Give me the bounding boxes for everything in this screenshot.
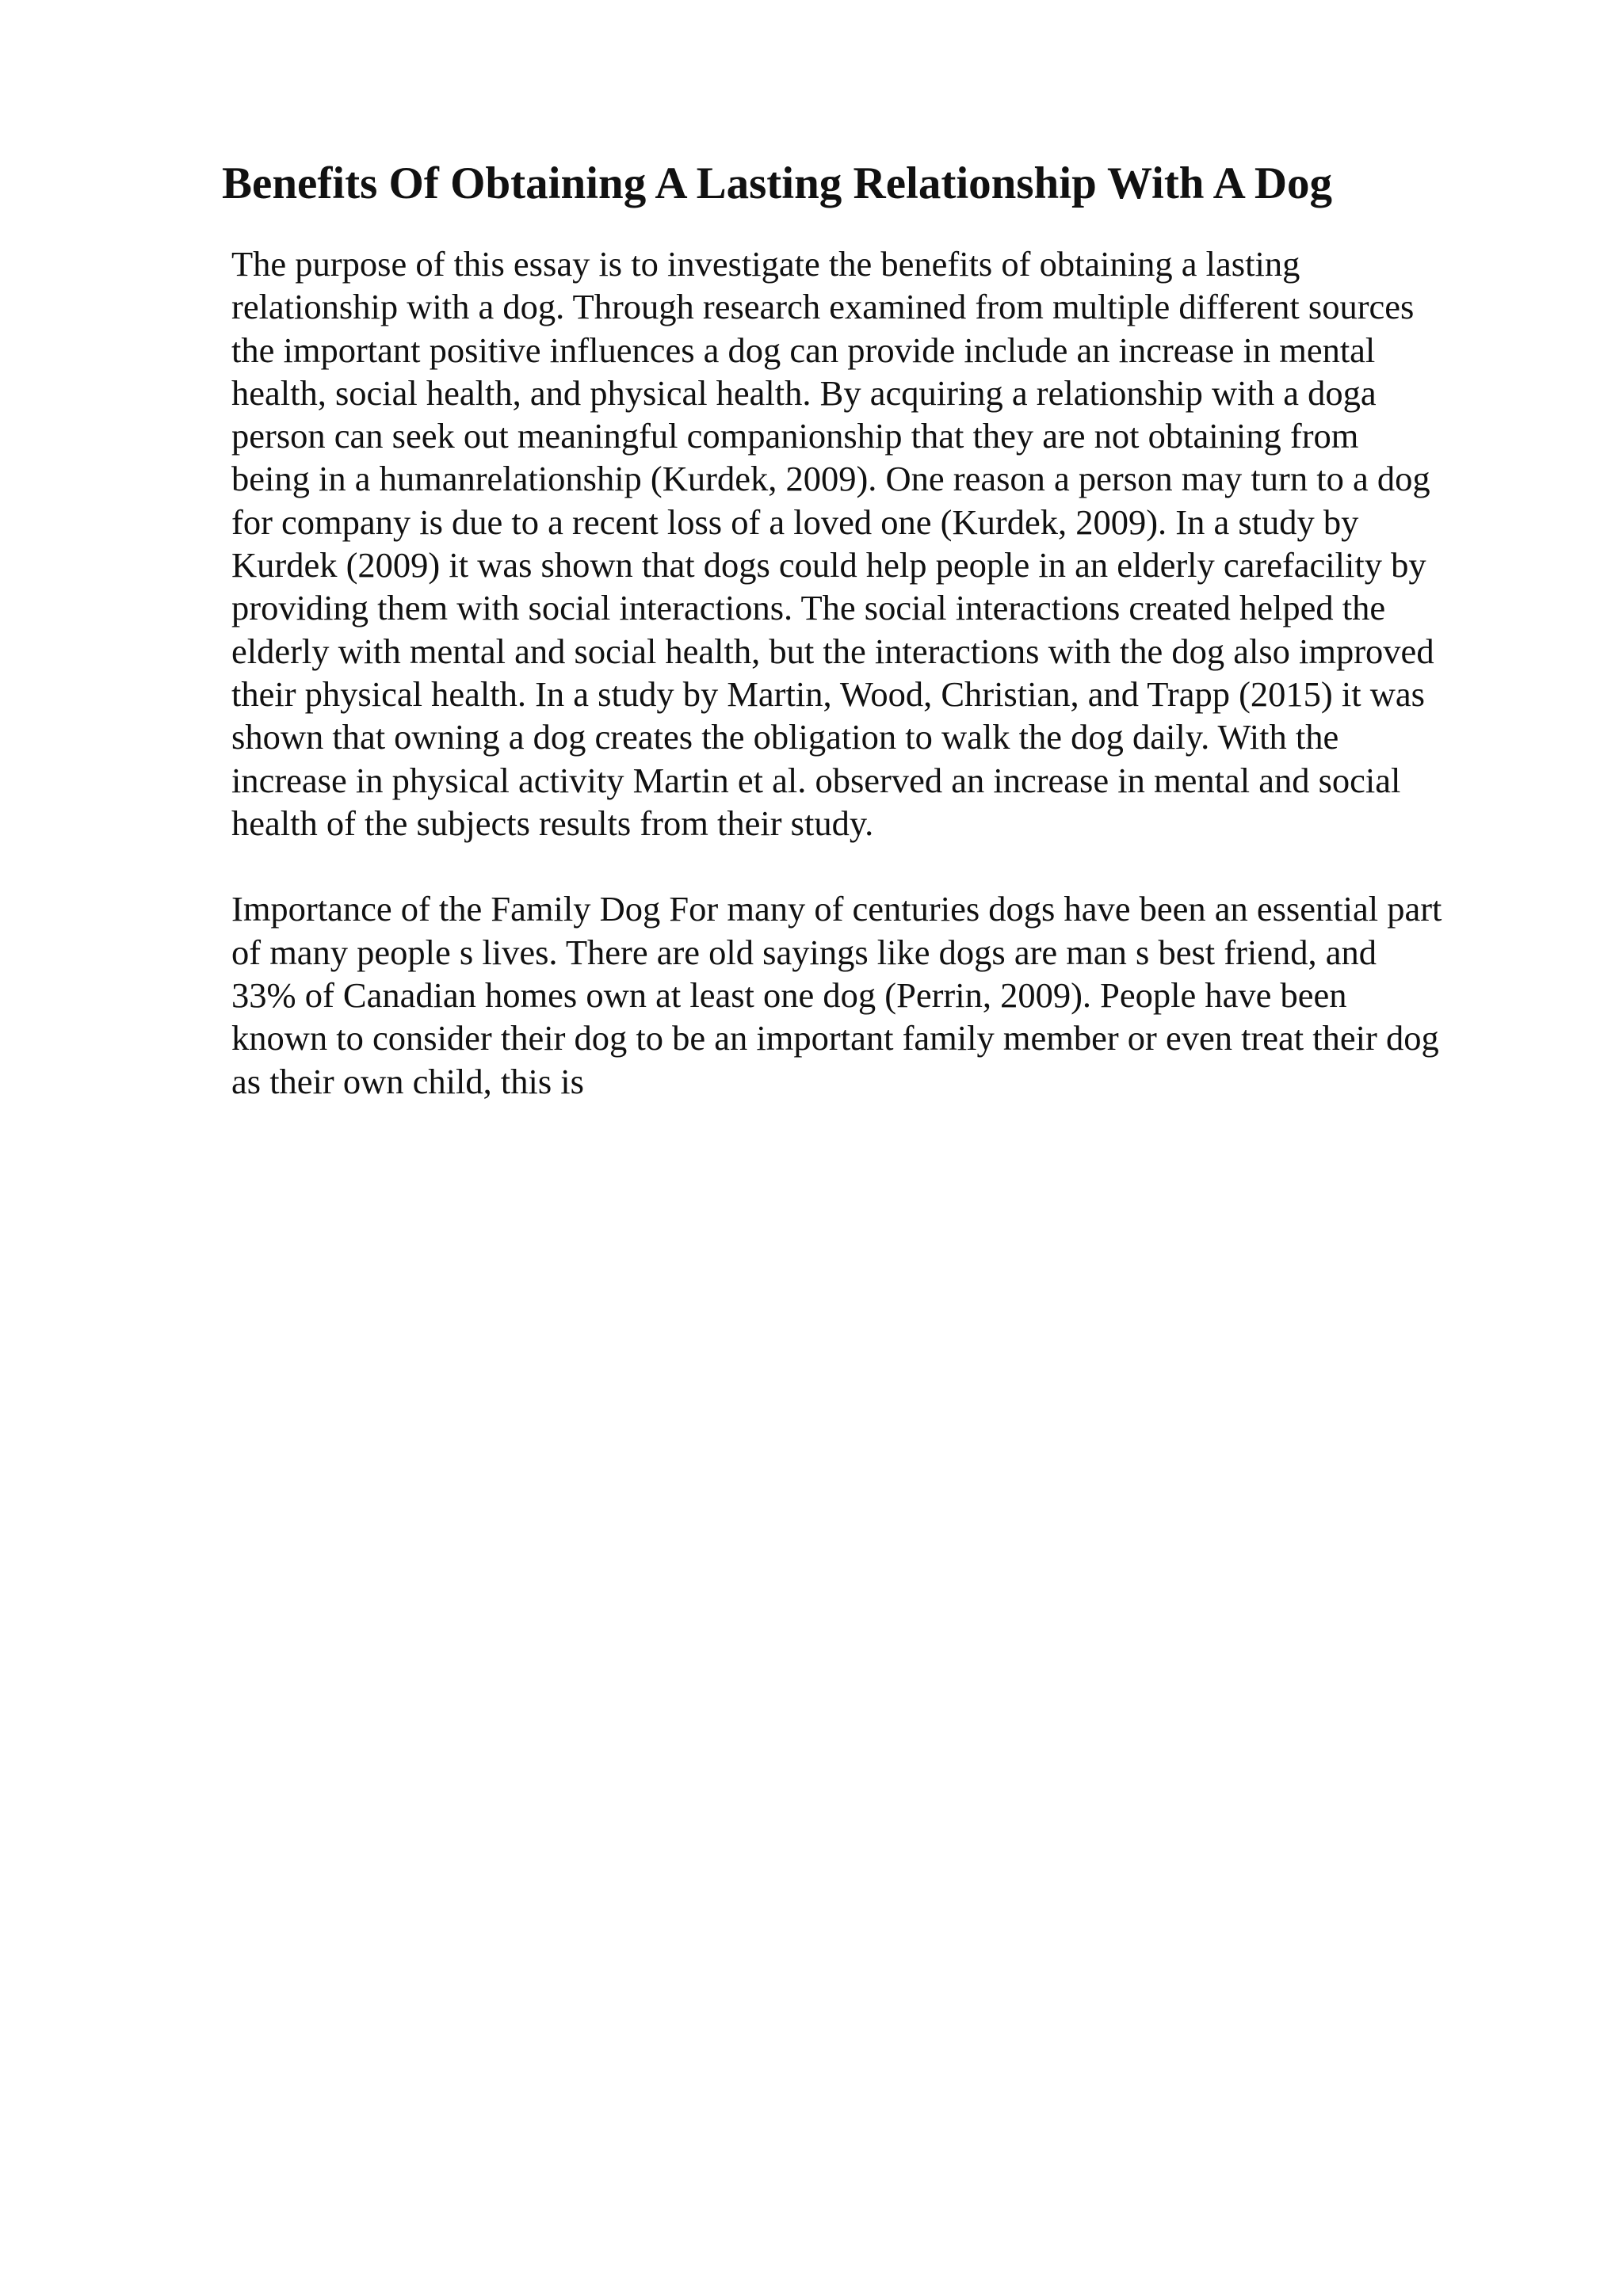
text-line: The purpose of this essay is to investigate the benefits of obtaining a lasting bbox=[231, 244, 1300, 284]
text-line: the important positive influences a dog can provide include an increase in mental bbox=[231, 330, 1376, 370]
text-line: elderly with mental and social health, but the interactions with the dog also improved bbox=[231, 631, 1434, 671]
text-line: of many people s lives. There are old sayings like dogs are man s best friend, and bbox=[231, 932, 1377, 972]
text-line: as their own child, this is bbox=[231, 1061, 584, 1101]
text-line: 33% of Canadian homes own at least one dog (Perrin, 2009). People have been bbox=[231, 975, 1347, 1016]
text-line: relationship with a dog. Through research examined from multiple different sources bbox=[231, 287, 1415, 327]
family-dog-paragraph bbox=[231, 887, 1531, 1102]
essay-title: Benefits Of Obtaining A Lasting Relationship With A Dog bbox=[222, 158, 1333, 208]
text-line: Kurdek (2009) it was shown that dogs could help people in an elderly carefacility by bbox=[231, 545, 1426, 585]
text-line: providing them with social interactions. The social interactions created helped the bbox=[231, 588, 1386, 628]
text-line: for company is due to a recent loss of a loved one (Kurdek, 2009). In a study by bbox=[231, 502, 1359, 542]
text-line: health, social health, and physical health. By acquiring a relationship with a doga bbox=[231, 372, 1377, 413]
text-line: health of the subjects results from their study. bbox=[231, 803, 874, 843]
text-line: increase in physical activity Martin et al. observed an increase in mental and social bbox=[231, 760, 1401, 800]
text-line: their physical health. In a study by Martin, Wood, Christian, and Trapp (2015) it was bbox=[231, 673, 1425, 714]
text-line: person can seek out meaningful companionship that they are not obtaining from bbox=[231, 416, 1359, 456]
text-line: known to consider their dog to be an important family member or even treat their dog bbox=[231, 1018, 1439, 1058]
text-line: Importance of the Family Dog For many of centuries dogs have been an essential part bbox=[231, 889, 1442, 929]
intro-paragraph bbox=[231, 242, 1531, 845]
text-line: shown that owning a dog creates the obligation to walk the dog daily. With the bbox=[231, 717, 1339, 757]
text-line: being in a humanrelationship (Kurdek, 2009). One reason a person may turn to a dog bbox=[231, 459, 1430, 499]
essay-body bbox=[231, 242, 1531, 1103]
